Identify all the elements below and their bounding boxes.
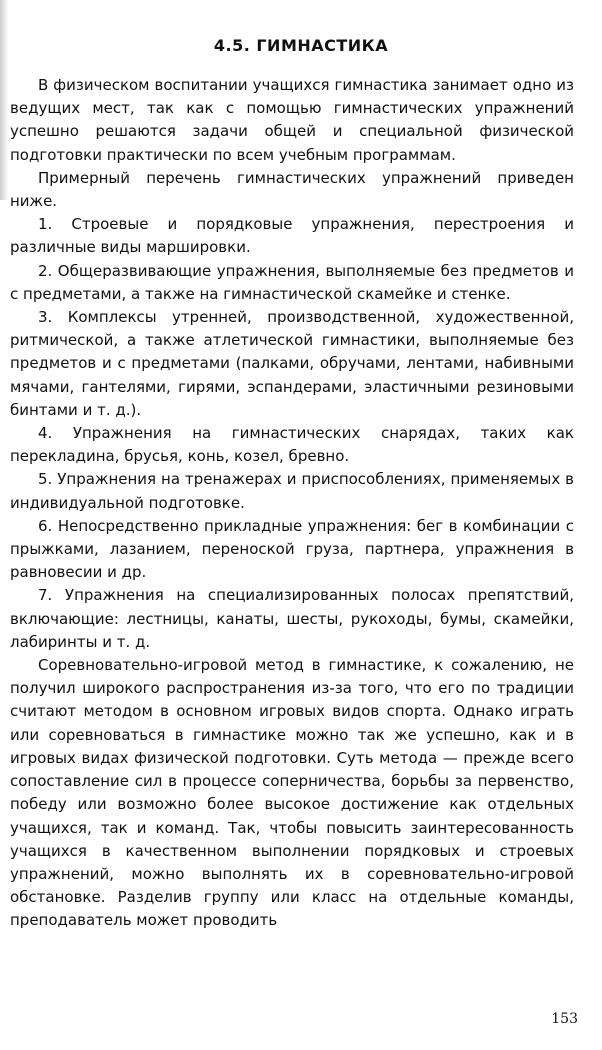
list-item-1: 1. Строевые и порядковые упражнения, перестроения и различные виды маршировки. [10,215,574,257]
section-heading: 4.5. ГИМНАСТИКА [213,36,389,55]
paragraph-method: Соревновательно-игровой метод в гимнастике, к сожалению, не получил широкого распространения из-за того, что его по традиции считают методом в основном игровых видов спорта. Однако играть или соревноваться в гимнастике можно так же успешно, как и в игровых видах физической подготовки. Суть метода — прежде всего сопоставление сил в процессе соперничества, борьбы за первенство, победу или возможно более высокое достижение как отдельных учащихся, так и команд. Так, чтобы повысить заинтересованность учащихся в качественном выполнении порядковых и строевых упражнений, можно выполнять их в соревновательно-игровой обстановке. Разделив группу или класс на отдельные команды, преподаватель может проводить [10,656,574,930]
list-item-7: 7. Упражнения на специализированных полосах препятствий, включающие: лестницы, канаты, шесты, рукоходы, бумы, скамейки, лабиринты и т. д. [10,586,574,651]
paragraph-list-intro: Примерный перечень гимнастических упражнений приведен ниже. [10,168,574,211]
list-item-6: 6. Непосредственно прикладные упражнения: бег в комбинации с прыжками, лазанием, переноской груза, партнера, упражнения в равновесии и др. [10,516,574,582]
paragraph-intro: В физическом воспитании учащихся гимнастика занимает одно из ведущих мест, так как с помощью гимнастических упражнений успешно решаются задачи общей и специальной физической подготовки практически по всем учебным программам. [10,76,574,164]
list-item-5: 5. Упражнения на тренажерах и приспособлениях, применяемых в индивидуальной подготовке. [10,470,574,512]
page-number: 153 [551,1011,578,1027]
list-item-3: 3. Комплексы утренней, производственной, художественной, ритмической, а также атлетической гимнастики, выполняемые без предметов и с предметами (палками, обручами, лентами, набивными мячами, гантелями, гирями, эспандерами, эластичными резиновыми бинтами и т. д.). [10,308,574,419]
list-item-4: 4. Упражнения на гимнастических снарядах, таких как перекладина, брусья, конь, козел, бревно. [10,424,574,466]
body-text [10,74,574,933]
list-item-2: 2. Общеразвивающие упражнения, выполняемые без предметов и с предметами, а также на гимнастической скамейке и стенке. [10,261,574,303]
scan-edge-shadow [0,0,9,200]
